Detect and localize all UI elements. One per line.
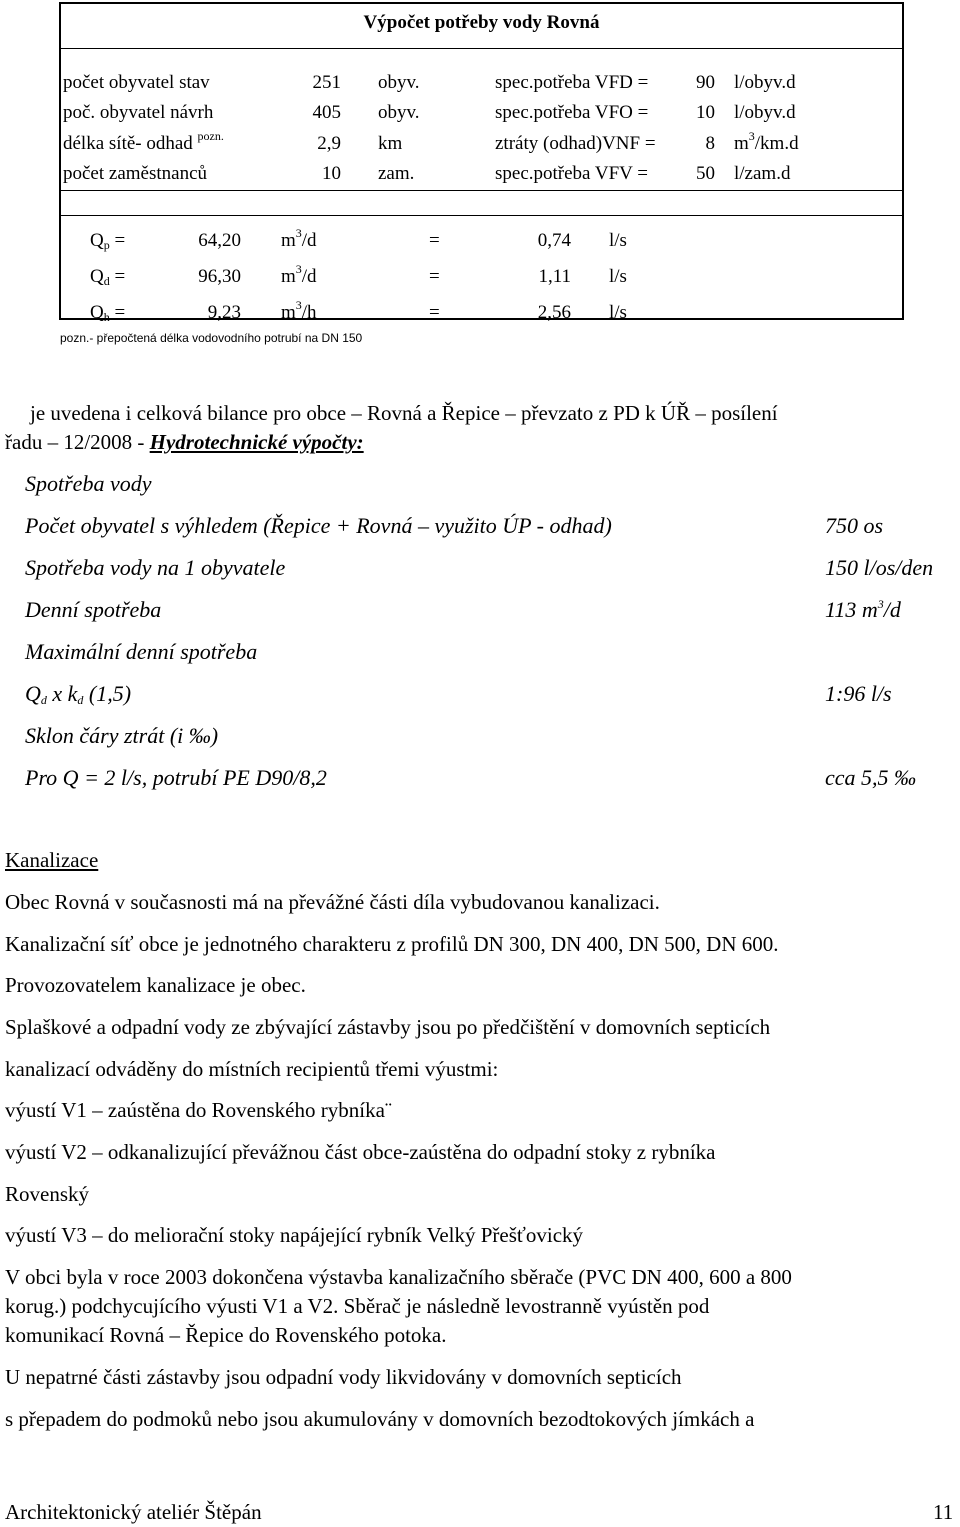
param-unit: obyv. [378, 72, 420, 93]
flow-value: 64,20 [198, 230, 241, 251]
balance-value: 113 $m^3/d$ [825, 597, 901, 622]
flow-unit: $m^3/d$ [281, 226, 317, 251]
balance-value: 1:96 l/s [825, 681, 892, 706]
flow-symbol: $Q_d$ = [90, 266, 126, 288]
param-value-2: 8 [705, 133, 715, 154]
flow-unit-2: l/s [609, 302, 627, 323]
water-demand-table [59, 2, 904, 324]
param-unit: obyv. [378, 102, 420, 123]
sewer-line: V obci byla v roce 2003 dokončena výstavba kanalizačního sběrače (PVC DN 400, 600 a 800 [5, 1265, 792, 1289]
intro-line-1: je uvedena i celková bilance pro obce – Rovná a Řepice – převzato z PD k ÚŘ – posílení [30, 401, 778, 425]
param-value-2: 50 [696, 163, 715, 184]
param-value: 405 [312, 102, 341, 123]
footer-company: Architektonický ateliér Štěpán [5, 1500, 262, 1524]
sewer-line: s přepadem do podmoků nebo jsou akumulovány v domovních bezodtokových jímkách a [5, 1407, 755, 1431]
param-label-2: spec.potřeba VFV = [495, 163, 649, 184]
table-footnote: pozn.- přepočtená délka vodovodního potrubí na DN 150 [60, 331, 363, 345]
balance-label: Pro Q = 2 l/s, potrubí PE D90/8,2 [25, 765, 327, 790]
sewer-line: výustí V3 – do meliorační stoky napájející rybník Velký Přešťovický [5, 1223, 584, 1247]
balance-heading: Spotřeba vody [25, 471, 152, 496]
page-number: 11 [933, 1500, 954, 1524]
param-value-2: 90 [696, 72, 715, 93]
param-label: poč. obyvatel návrh [63, 102, 214, 123]
sewer-line: komunikací Rovná – Řepice do Rovenského potoka. [5, 1323, 447, 1347]
param-value: 10 [322, 163, 341, 184]
balance-label: Sklon čáry ztrát (i ‰) [25, 723, 219, 748]
param-label-2: spec.potřeba VFD = [495, 72, 649, 93]
flow-unit: $m^3/d$ [281, 262, 317, 287]
sewer-line: korug.) podchycujícího výusti V1 a V2. Sběrač je následně levostranně vyústěn pod [5, 1294, 710, 1318]
param-unit-2: l/obyv.d [734, 72, 796, 93]
balance-value: cca 5,5 ‰ [825, 765, 917, 790]
hydrotech-heading: Hydrotechnické výpočty: [149, 430, 364, 454]
balance-label: Počet obyvatel s výhledem (Řepice + Rovná – využito ÚP - odhad) [25, 513, 612, 538]
sewer-line: Splaškové a odpadní vody ze zbývající zástavby jsou po předčištění v domovních septicích [5, 1015, 771, 1039]
param-label-2: spec.potřeba VFO = [495, 102, 649, 123]
flow-equals: = [429, 266, 440, 287]
sewer-line: Obec Rovná v současnosti má na převážné části díla vybudovanou kanalizaci. [5, 890, 660, 914]
param-label: počet obyvatel stav [63, 72, 210, 93]
param-unit-2: l/obyv.d [734, 102, 796, 123]
sewer-line: U nepatrné části zástavby jsou odpadní vody likvidovány v domovních septicích [5, 1365, 682, 1389]
table-title: Výpočet potřeby vody Rovná [363, 12, 600, 33]
flow-symbol: $Q_h$ = [90, 302, 126, 324]
flow-unit-2: l/s [609, 266, 627, 287]
sewer-line: Kanalizační síť obce je jednotného charakteru z profilů DN 300, DN 400, DN 500, DN 600. [5, 932, 779, 956]
balance-value: 750 os [825, 513, 884, 538]
flow-value: 96,30 [198, 266, 241, 287]
param-label-2: ztráty (odhad)VNF = [495, 133, 656, 154]
sewer-line: výustí V1 – zaústěna do Rovenského rybníka¨ [5, 1098, 392, 1122]
sewer-line: Provozovatelem kanalizace je obec. [5, 973, 306, 997]
balance-label: Maximální denní spotřeba [25, 639, 258, 664]
balance-label: Denní spotřeba [25, 597, 162, 622]
intro-line-2: řadu – 12/2008 - Hydrotechnické výpočty: [5, 430, 364, 454]
param-unit-2: $m^3/km.d$ [734, 129, 799, 154]
sewer-heading: Kanalizace [5, 848, 99, 872]
param-unit: zam. [378, 163, 415, 184]
sewer-line: výustí V2 – odkanalizující převážnou část obce-zaústěna do odpadní stoky z rybníka [5, 1140, 716, 1164]
flow-equals: = [429, 230, 440, 251]
note-marker: pozn. [197, 129, 224, 143]
flow-unit: $m^3/h$ [281, 298, 317, 323]
param-label: délka sítě- odhad $^{pozn.}$ [63, 129, 224, 154]
sewer-line: kanalizací odváděny do místních recipientů třemi výustmi: [5, 1057, 499, 1081]
table-divider [61, 48, 902, 49]
sewer-line: Rovenský [5, 1182, 89, 1206]
param-label: počet zaměstnanců [63, 163, 208, 184]
table-divider [61, 215, 902, 216]
param-unit: km [378, 133, 403, 154]
param-unit-2: l/zam.d [734, 163, 791, 184]
param-value: 251 [312, 72, 341, 93]
balance-label: $Q_d$ x $k_d$ (1,5) [25, 681, 132, 707]
flow-unit-2: l/s [609, 230, 627, 251]
param-value: 2,9 [317, 133, 341, 154]
flow-symbol: $Q_p$ = [90, 230, 126, 252]
param-value-2: 10 [696, 102, 715, 123]
balance-label: Spotřeba vody na 1 obyvatele [25, 555, 286, 580]
flow-value-2: 1,11 [538, 266, 571, 287]
flow-value-2: 2,56 [537, 302, 571, 323]
flow-value-2: 0,74 [537, 230, 571, 251]
flow-value: 9,23 [207, 302, 241, 323]
table-divider [61, 190, 902, 191]
balance-value: 150 l/os/den [825, 555, 934, 580]
flow-equals: = [429, 302, 440, 323]
